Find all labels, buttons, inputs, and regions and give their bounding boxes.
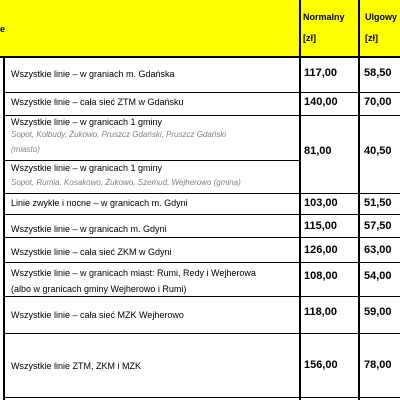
left-border [3,57,5,400]
header-normal-label: Normalny [303,12,345,22]
normal-price: 115,00 [304,220,338,232]
reduced-price: 63,00 [364,244,392,256]
normal-price: 81,00 [304,145,332,157]
header-fragment: e [0,24,6,34]
normal-price: 108,00 [304,270,338,282]
header-normal-unit: [zł] [303,33,316,43]
zone-label: Wszystkie linie – w granicach m. Gdyni [11,224,167,234]
zone-label: Wszystkie linie – w graniach m. Gdańska [11,69,175,79]
reduced-price: 58,50 [364,67,392,79]
zone-label: Wszystkie linie – cała sieć ZKM w Gdyni [11,247,172,257]
column-divider [358,0,360,400]
reduced-price: 59,00 [364,306,392,318]
row-divider [4,160,300,161]
row-divider [4,296,400,297]
row-divider [4,262,400,263]
normal-price: 103,00 [304,197,338,209]
normal-price: 126,00 [304,244,338,256]
row-divider [4,397,400,398]
row-divider [4,333,400,334]
reduced-price: 70,00 [364,96,392,108]
reduced-price: 40,50 [364,145,392,157]
row-divider [4,193,400,194]
header-reduced-label: Ulgowy [365,12,398,22]
reduced-price: 78,00 [364,359,392,371]
zone-label: Wszystkie linie – w granicach miast: Rumi, Redy i Wejherowa [11,268,256,278]
row-divider [4,115,400,116]
zone-label: Wszystkie linie ZTM, ZKM i MZK [11,361,141,371]
reduced-price: 57,50 [364,220,392,232]
reduced-price: 54,00 [364,270,392,282]
row-divider [4,214,400,215]
row-divider [4,92,400,93]
normal-price: 118,00 [304,306,338,318]
normal-price: 140,00 [304,96,338,108]
zone-towns: Sopot, Rumia, Kosakowo, Żukowo, Szemud, Wejherowo (gmina) [11,178,241,187]
zone-label: Wszystkie linie – w granicach 1 gminy [11,163,163,173]
zone-label: Wszystkie linie – cała sieć MZK Wejherowo [11,310,184,320]
zone-towns: Sopot, Kolbudy, Żukowo, Pruszcz Gdański, Pruszcz Gdański [11,130,227,139]
zone-label: Wszystkie linie – w granicach 1 gminy [11,117,163,127]
zone-label: Linie zwykłe i nocne – w granicach m. Gdyni [11,198,188,208]
normal-price: 117,00 [304,67,338,79]
zone-label: Wszystkie linie – cała sieć ZTM w Gdańsku [11,97,184,107]
zone-label: (albo w granicach gminy Wejherowo i Rumi) [11,284,187,294]
normal-price: 156,00 [304,359,338,371]
column-divider [299,0,301,400]
table-header [0,0,400,57]
header-reduced-unit: [zł] [365,33,378,43]
row-divider [4,237,400,238]
reduced-price: 51,50 [364,197,392,209]
header-bottom-border [0,56,400,58]
zone-towns: (miasto) [11,145,40,154]
